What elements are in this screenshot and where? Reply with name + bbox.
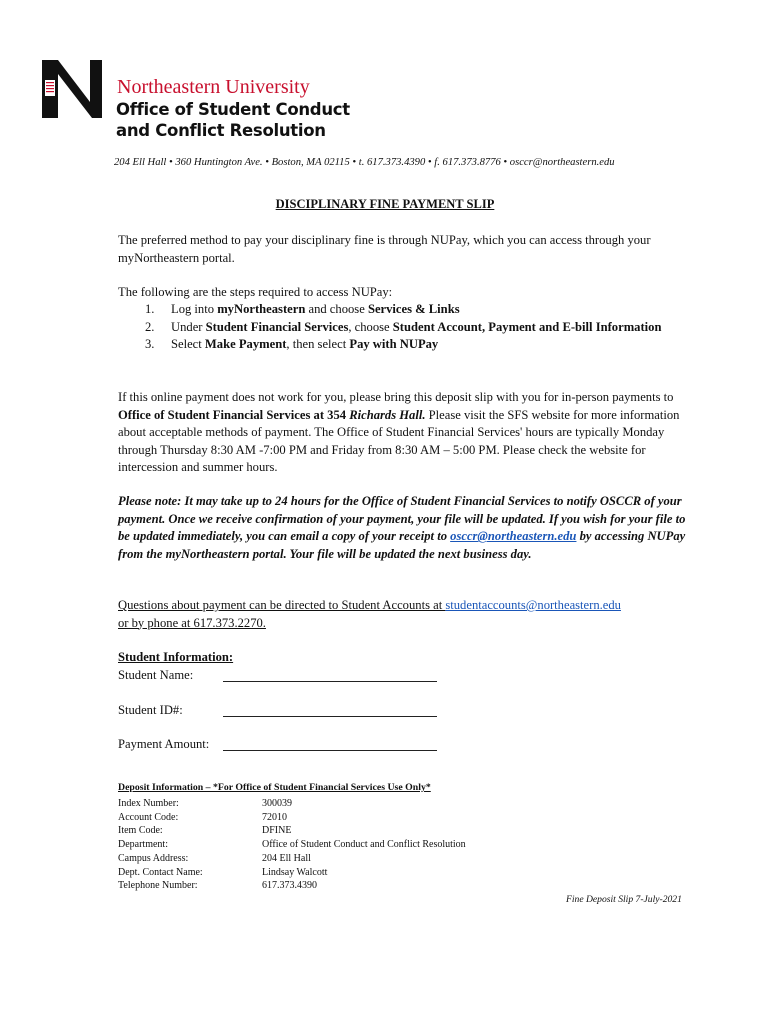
student-id-blank[interactable] <box>223 716 437 717</box>
intro-paragraph: The preferred method to pay your disciplinary fine is through NUPay, which you can access through your myNortheastern portal. <box>118 233 651 265</box>
document-title: DISCIPLINARY FINE PAYMENT SLIP <box>275 197 495 211</box>
address-line: 204 Ell Hall • 360 Huntington Ave. • Boston, MA 02115 • t. 617.373.4390 • f. 617.373.8776 • osccr@northeastern.edu <box>114 157 615 168</box>
deposit-info-table <box>118 797 466 893</box>
steps-list <box>145 301 665 354</box>
deposit-row: Account Code: 72010 <box>118 811 287 823</box>
questions-paragraph: Questions about payment can be directed to Student Accounts at studentaccounts@northeastern.edu or by phone at 617.373.2270. <box>118 598 621 630</box>
osccr-email-link[interactable]: osccr@northeastern.edu <box>450 529 577 544</box>
student-accounts-email-link[interactable]: studentaccounts@northeastern.edu <box>445 598 621 612</box>
student-name-blank[interactable] <box>223 681 437 682</box>
step-item: 3. Select Make Payment, then select Pay with NUPay <box>145 337 439 352</box>
student-name-label: Student Name: <box>118 668 194 682</box>
deposit-row: Index Number: 300039 <box>118 798 292 809</box>
deposit-info-heading: Deposit Information – *For Office of Student Financial Services Use Only* <box>118 782 431 793</box>
deposit-row: Campus Address: 204 Ell Hall <box>118 852 311 864</box>
footer-label: Fine Deposit Slip 7-July-2021 <box>566 894 682 905</box>
university-name: Northeastern University <box>117 76 310 98</box>
deposit-row: Department: Office of Student Conduct and Conflict Resolution <box>118 839 466 851</box>
northeastern-logo <box>40 58 110 120</box>
deposit-row: Dept. Contact Name: Lindsay Walcott <box>118 866 328 878</box>
step-item: 1. Log into myNortheastern and choose Services & Links <box>145 302 460 316</box>
payment-amount-blank[interactable] <box>223 750 437 751</box>
payment-amount-label: Payment Amount: <box>118 737 210 751</box>
office-name-line1: Office of Student Conduct <box>116 100 350 119</box>
deposit-row: Item Code: DFINE <box>118 825 292 837</box>
deposit-row: Telephone Number: 617.373.4390 <box>118 880 317 892</box>
step-item: 2. Under Student Financial Services, choose Student Account, Payment and E-bill Information <box>145 319 662 334</box>
note-paragraph: Please note: It may take up to 24 hours for the Office of Student Financial Services to notify OSCCR of your payment. Once we receive confirmation of your payment, your file will be updated. If you wish for your file to be updated immediately, you can email a copy of your receipt to osccr@northeastern.edu by accessing NUPay from the myNortheastern portal. Your file will be updated the next business day. <box>118 494 686 561</box>
in-person-paragraph: If this online payment does not work for you, please bring this deposit slip with you for in-person payments to Office of Student Financial Services at 354 Richards Hall. Please visit the SFS website for more information about acceptable methods of payment. The Office of Student Financial Services' hours are typically Monday through Thursday 8:30 AM -7:00 PM and Friday from 8:30 AM – 5:00 PM. Please check the website for intercession and summer hours. <box>118 390 680 475</box>
office-name-line2: and Conflict Resolution <box>116 121 326 140</box>
student-info-heading: Student Information: <box>118 650 234 664</box>
office-name <box>116 99 350 141</box>
student-id-label: Student ID#: <box>118 703 183 717</box>
steps-intro: The following are the steps required to access NUPay: <box>118 285 393 299</box>
